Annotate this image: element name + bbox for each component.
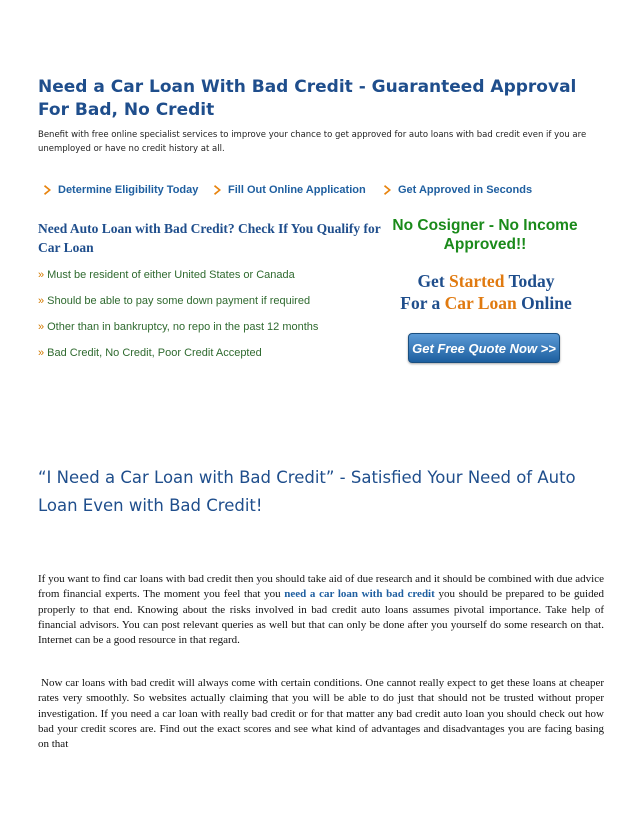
car-loan-link[interactable]: need a car loan with bad credit: [284, 588, 435, 601]
step-get-approved: [382, 184, 532, 196]
chevron-right-icon: [382, 184, 394, 196]
chevron-right-icon: [42, 184, 54, 196]
chevron-right-icon: [212, 184, 224, 196]
step-label: Determine Eligibility Today: [58, 184, 199, 196]
list-item: » Must be resident of either United States or Canada: [38, 269, 295, 281]
bullet-marker: »: [38, 269, 45, 281]
step-label: Get Approved in Seconds: [398, 184, 533, 196]
article-heading: “I Need a Car Loan with Bad Credit” - Satisfied Your Need of Auto Loan Even with Bad Credit!: [38, 468, 576, 515]
step-label: Fill Out Online Application: [228, 184, 366, 196]
promo-line-1: Get Started Today: [417, 271, 555, 291]
list-item: » Other than in bankruptcy, no repo in the past 12 months: [38, 321, 319, 333]
get-started-promo: [376, 270, 596, 314]
step-fill-application: [212, 184, 366, 196]
no-cosigner-banner: No Cosigner - No Income Approved!!: [392, 217, 578, 253]
list-item: » Should be able to pay some down payment if required: [38, 295, 311, 307]
article-paragraph-1: If you want to find car loans with bad credit then you should take aid of due research and it should be combined with due advice from financial experts. The moment you feel that you need a car loan with bad credit you should be prepared to be guided properly to that end. Knowing about the risks involved in bad credit auto loans assumes pivotal importance. Take help of financial advisors. You can post relevant queries as well but that can only be done after you yourself do some research on that. Internet can be a good resource in that regard.: [38, 573, 604, 647]
list-item: » Bad Credit, No Credit, Poor Credit Accepted: [38, 347, 262, 359]
article-paragraph-2: Now car loans with bad credit will always come with certain conditions. One cannot really expect to get these loans at cheaper rates very smoothly. So websites actually claiming that you will be able to do just that should not be trusted without proper investigation. If you need a car loan with really bad credit or for that matter any bad credit auto loan you should check out how bad your credit scores are. Find out the exact scores and see what kind of advantages and disadvantages you are facing basing on that: [38, 677, 604, 751]
bullet-marker: »: [38, 347, 45, 359]
bullet-marker: »: [38, 295, 45, 307]
page-title: Need a Car Loan With Bad Credit - Guaranteed Approval For Bad, No Credit: [38, 77, 577, 120]
qualify-heading: Need Auto Loan with Bad Credit? Check If You Qualify for Car Loan: [38, 221, 381, 255]
step-determine-eligibility: [42, 184, 198, 196]
intro-text: Benefit with free online specialist services to improve your chance to get approved for auto loans with bad credit even if you are unemployed or have no credit history at all.: [38, 130, 587, 154]
promo-line-2: For a Car Loan Online: [400, 293, 572, 313]
bullet-marker: »: [38, 321, 45, 333]
get-free-quote-button[interactable]: Get Free Quote Now >>: [408, 333, 560, 363]
